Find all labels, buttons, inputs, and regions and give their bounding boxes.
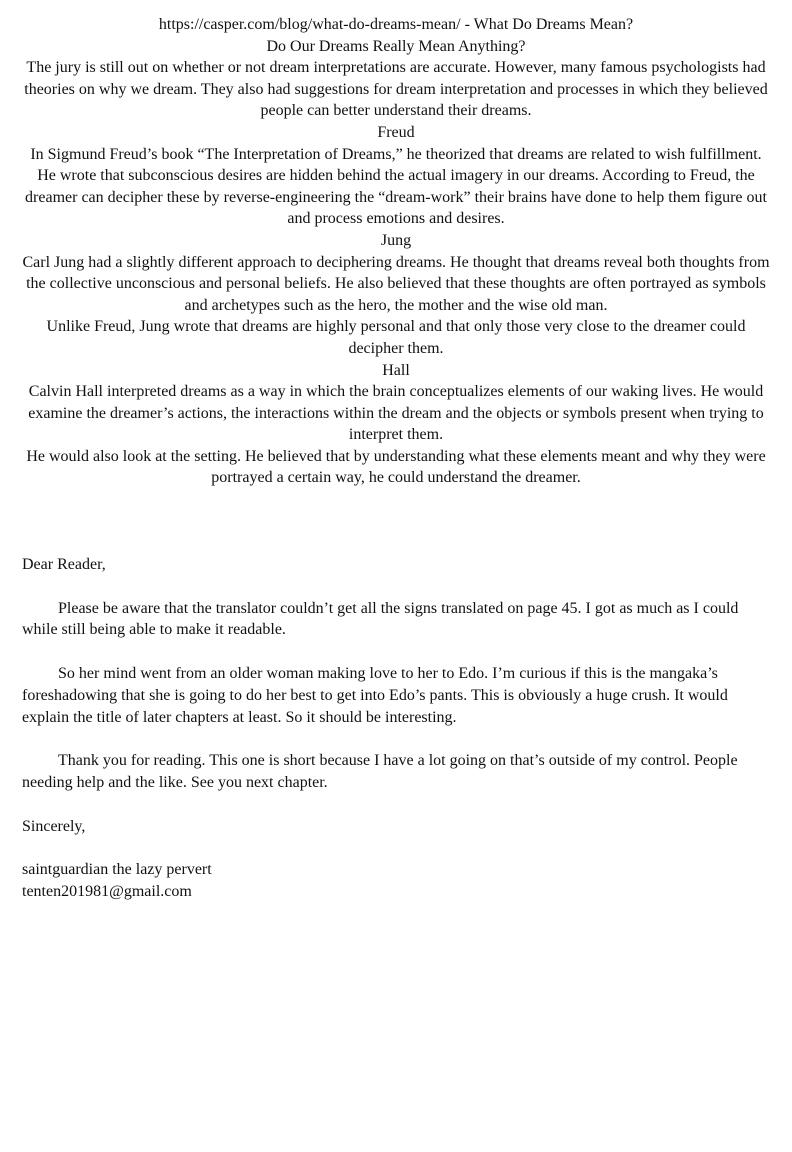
hall-heading: Hall <box>382 361 410 379</box>
signature-email: tenten201981@gmail.com <box>22 882 192 900</box>
source-header: https://casper.com/blog/what-do-dreams-mean/ - What Do Dreams Mean? <box>158 16 634 33</box>
article-subtitle: Do Our Dreams Really Mean Anything? <box>266 37 526 55</box>
signature-name: saintguardian the lazy pervert <box>22 861 212 879</box>
letter-closing: Sincerely, <box>22 817 86 835</box>
letter-paragraph-1: Please be aware that the translator couldn’t get all the signs translated on page 45. I got as much as I could while still being able to make it readable. <box>22 599 739 639</box>
article-intro: The jury is still out on whether or not dream interpretations are accurate. However, many famous psychologists had theories on why we dream. They also had suggestions for dream interpretation and processes in which they believed people can better understand their dreams. <box>24 59 768 120</box>
jung-paragraph-2: Unlike Freud, Jung wrote that dreams are highly personal and that only those very close to the dreamer could decipher them. <box>46 318 746 357</box>
letter-signature <box>22 859 774 903</box>
hall-paragraph-1: Calvin Hall interpreted dreams as a way in which the brain conceptualizes elements of our waking lives. He would examine the dreamer’s actions, the interactions within the dream and the objects or symbols present when trying to interpret them. <box>28 383 764 444</box>
jung-paragraph-1: Carl Jung had a slightly different approach to deciphering dreams. He thought that dreams reveal both thoughts from the collective unconscious and personal beliefs. He also believed that these thoughts are often portrayed as symbols and archetypes such as the hero, the mother and the wise old man. <box>22 253 770 314</box>
letter-paragraph-2: So her mind went from an older woman making love to her to Edo. I’m curious if this is the mangaka’s foreshadowing that she is going to do her best to get into Edo’s pants. This is obviously a huge crush. It would explain the title of later chapters at least. So it should be interesting. <box>22 664 728 726</box>
freud-paragraph: In Sigmund Freud’s book “The Interpretation of Dreams,” he theorized that dreams are related to wish fulfillment. He wrote that subconscious desires are hidden behind the actual imagery in our dreams. According to Freud, the dreamer can decipher these by reverse-engineering the “dream-work” their brains have done to help them figure out and process emotions and desires. <box>25 145 767 228</box>
dream-article-excerpt <box>20 14 772 489</box>
letter-greeting: Dear Reader, <box>22 556 106 573</box>
jung-heading: Jung <box>380 231 412 249</box>
translator-letter <box>22 554 774 925</box>
letter-paragraph-3: Thank you for reading. This one is short because I have a lot going on that’s outside of my control. People needing help and the like. See you next chapter. <box>22 752 738 791</box>
hall-paragraph-2: He would also look at the setting. He believed that by understanding what these elements meant and why they were portrayed a certain way, he could understand the dreamer. <box>26 447 766 487</box>
freud-heading: Freud <box>377 123 415 141</box>
